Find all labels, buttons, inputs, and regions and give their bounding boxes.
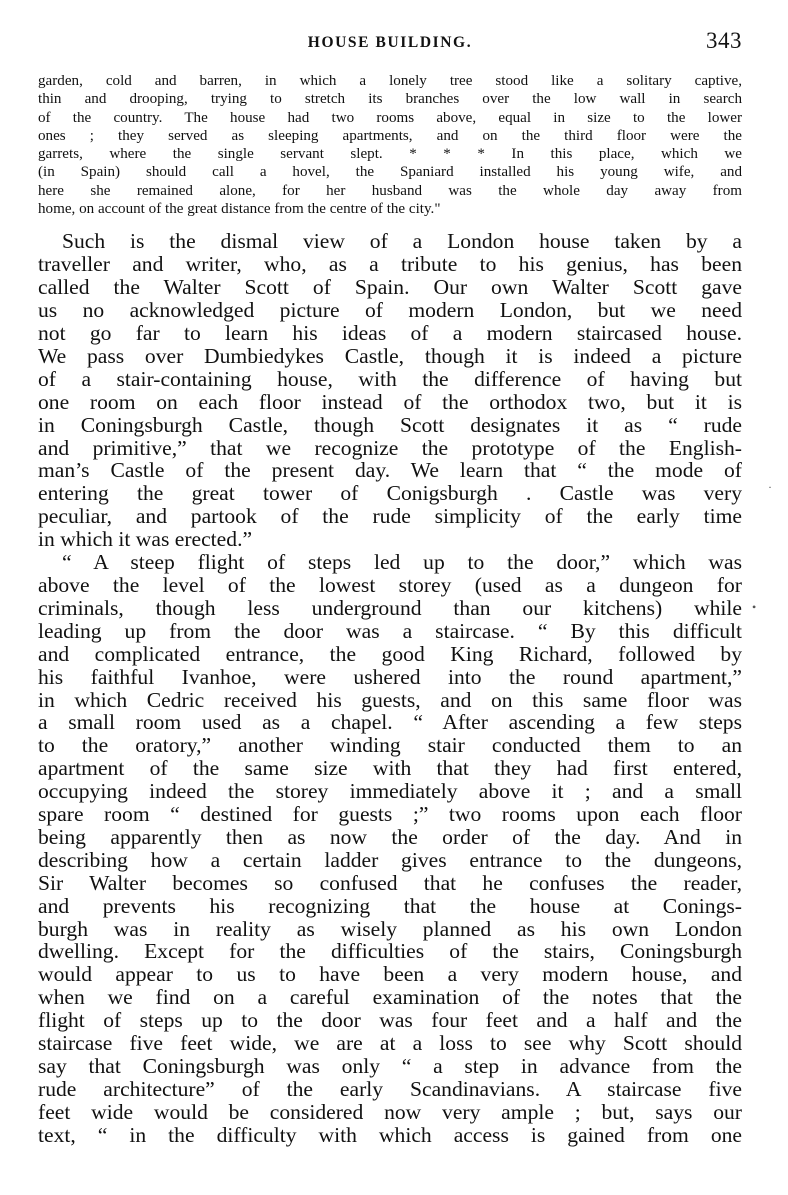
quoted-extract (38, 72, 742, 218)
body-line: staircase five feet wide, we are at a loss to see why Scott should (38, 1031, 742, 1056)
body-line: in which Cedric received his guests, and on this same floor was (38, 687, 742, 712)
body-line: “ A steep flight of steps led up to the door,” which was (62, 550, 742, 575)
body-line: spare room “ destined for guests ;” two rooms upon each floor (38, 802, 742, 827)
body-line: rude architecture” of the early Scandinavians. A staircase five (38, 1076, 742, 1101)
running-header (38, 28, 742, 58)
body-line: his faithful Ivanhoe, were ushered into the round apartment,” (38, 664, 742, 689)
body-line: man’s Castle of the present day. We learn that “ the mode of (38, 458, 742, 483)
extract-line: here she remained alone, for her husband was the whole day away from (38, 182, 742, 199)
body-line: and complicated entrance, the good King Richard, followed by (38, 641, 742, 666)
body-line: a small room used as a chapel. “ After ascending a few steps (38, 710, 742, 735)
body-line: one room on each floor instead of the orthodox two, but it is (38, 389, 742, 414)
body-line: Such is the dismal view of a London house taken by a (62, 229, 742, 254)
body-text (38, 230, 742, 1146)
body-line: describing how a certain ladder gives entrance to the dungeons, (38, 847, 742, 872)
body-line: entering the great tower of Conigsburgh . Castle was very (38, 481, 742, 506)
print-speck: · (768, 480, 772, 494)
body-line: to the oratory,” another winding stair conducted them to an (38, 733, 742, 758)
body-line: occupying indeed the storey immediately above it ; and a small (38, 779, 742, 804)
body-line: and primitive,” that we recognize the prototype of the English- (38, 435, 742, 460)
body-line: apartment of the same size with that they had first entered, (38, 756, 742, 781)
body-line: called the Walter Scott of Spain. Our own Walter Scott gave (38, 275, 742, 300)
body-line: above the level of the lowest storey (used as a dungeon for (38, 572, 742, 597)
body-line: would appear to us to have been a very modern house, and (38, 962, 742, 987)
body-line: say that Coningsburgh was only “ a step in advance from the (38, 1054, 742, 1078)
body-line: when we find on a careful examination of the notes that the (38, 985, 742, 1010)
body-line: dwelling. Except for the difficulties of the stairs, Coningsburgh (38, 939, 742, 964)
body-line: flight of steps up to the door was four feet and a half and the (38, 1008, 742, 1033)
body-line: in Coningsburgh Castle, though Scott designates it as “ rude (38, 412, 742, 437)
running-title: HOUSE BUILDING. (307, 34, 473, 51)
extract-line: (in Spain) should call a hovel, the Spaniard installed his young wife, and (38, 164, 742, 181)
print-speck: • (752, 600, 757, 614)
extract-line: garden, cold and barren, in which a lonely tree stood like a solitary captive, (38, 73, 742, 89)
body-line: leading up from the door was a staircase. “ By this difficult (38, 618, 742, 643)
body-line: text, “ in the difficulty with which access is gained from one (38, 1122, 742, 1147)
body-line: and prevents his recognizing that the house at Conings- (38, 893, 742, 918)
body-line: criminals, though less underground than our kitchens) while (38, 595, 742, 620)
book-page (38, 28, 742, 1147)
body-line: Sir Walter becomes so confused that he confuses the reader, (38, 870, 742, 895)
body-line: peculiar, and partook of the rude simplicity of the early time (38, 504, 742, 529)
body-line: feet wide would be considered now very ample ; but, says our (38, 1099, 742, 1124)
body-line: of a stair-containing house, with the difference of having but (38, 366, 742, 391)
body-line: in which it was erected.” (38, 527, 253, 552)
body-line: traveller and writer, who, as a tribute to his genius, has been (38, 252, 742, 277)
body-line: being apparently then as now the order of the day. And in (38, 824, 742, 849)
extract-line: garrets, where the single servant slept. * * * In this place, which we (38, 146, 742, 163)
page-number: 343 (706, 28, 742, 53)
body-line: not go far to learn his ideas of a modern staircased house. (38, 321, 742, 345)
body-line: us no acknowledged picture of modern London, but we need (38, 298, 742, 323)
extract-line: home, on account of the great distance from the centre of the city." (38, 201, 441, 218)
extract-line: of the country. The house had two rooms above, equal in size to the lower (38, 109, 742, 126)
body-line: burgh was in reality as wisely planned as his own London (38, 916, 742, 941)
extract-line: ones ; they served as sleeping apartments, and on the third floor were the (38, 127, 742, 144)
body-line: We pass over Dumbiedykes Castle, though it is indeed a picture (38, 343, 742, 368)
extract-line: thin and drooping, trying to stretch its branches over the low wall in search (38, 91, 742, 108)
